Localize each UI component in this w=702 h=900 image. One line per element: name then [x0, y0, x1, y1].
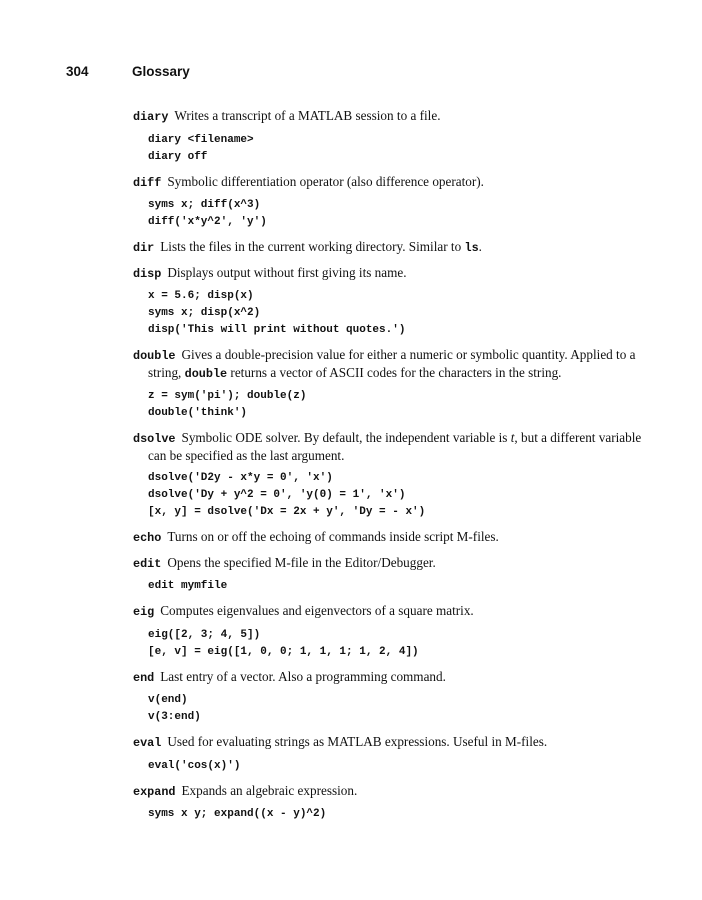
entry-term: end [133, 670, 155, 685]
code-line: v(3:end) [148, 711, 201, 723]
code-block [133, 470, 645, 521]
glossary-entry-expand [133, 783, 645, 824]
glossary-entry-dir [133, 239, 645, 257]
code-line: v(end) [148, 694, 188, 706]
entry-description: edit Opens the specified M-file in the Editor/Debugger. [133, 554, 436, 571]
entry-term: disp [133, 266, 162, 281]
entry-description: end Last entry of a vector. Also a programming command. [133, 668, 446, 685]
glossary-entry-diary [133, 108, 645, 166]
entry-term: diary [133, 110, 169, 124]
entry-description: echo Turns on or off the echoing of commands inside script M-files. [133, 529, 499, 545]
code-line: double('think') [148, 407, 248, 419]
entry-description: eig Computes eigenvalues and eigenvectors of a square matrix. [133, 603, 474, 619]
entry-description: diary Writes a transcript of a MATLAB session to a file. [133, 108, 441, 124]
entry-term: echo [133, 531, 162, 545]
entry-term: eval [133, 736, 162, 750]
code-line: syms x; disp(x^2) [148, 307, 261, 319]
code-line: diary off [148, 150, 208, 163]
entry-description: diff Symbolic differentiation operator (also difference operator). [133, 173, 484, 190]
code-line: eval('cos(x)') [148, 759, 241, 772]
entry-description: expand Expands an algebraic expression. [133, 782, 358, 799]
code-line: x = 5.6; disp(x) [148, 290, 254, 302]
glossary-entry-eig [133, 603, 645, 661]
code-block [133, 578, 645, 595]
entry-description: dir Lists the files in the current working directory. Similar to ls. [133, 239, 482, 255]
entry-term: double [133, 349, 176, 363]
code-block [133, 758, 645, 775]
glossary-entry-edit [133, 555, 645, 596]
code-block [133, 197, 645, 231]
glossary-entry-eval [133, 734, 645, 775]
code-line: dsolve('Dy + y^2 = 0', 'y(0) = 1', 'x') [148, 489, 406, 501]
entry-description: dsolve Symbolic ODE solver. By default, the independent variable is t, but a different variable can be specified as the last argument. [133, 430, 642, 463]
section-title: Glossary [132, 64, 190, 79]
code-line: diff('x*y^2', 'y') [148, 216, 267, 228]
code-line: edit mymfile [148, 580, 228, 592]
code-line: eig([2, 3; 4, 5]) [148, 628, 261, 641]
glossary-entry-dsolve [133, 430, 645, 521]
code-block [133, 692, 645, 726]
code-line: diary <filename> [148, 133, 254, 146]
glossary-entry-end [133, 669, 645, 727]
entry-term: diff [133, 175, 162, 190]
entry-term: expand [133, 784, 176, 799]
glossary-entry-double [133, 347, 645, 422]
entry-term: dir [133, 241, 155, 255]
code-line: syms x y; expand((x - y)^2) [148, 808, 327, 820]
code-block [133, 627, 645, 661]
code-line: syms x; diff(x^3) [148, 199, 261, 211]
entry-description: eval Used for evaluating strings as MATLAB expressions. Useful in M-files. [133, 734, 548, 750]
code-block [133, 806, 645, 823]
glossary-entry-echo [133, 529, 645, 547]
code-line: [x, y] = dsolve('Dx = 2x + y', 'Dy = - x') [148, 506, 426, 518]
code-line: [e, v] = eig([1, 0, 0; 1, 1, 1; 1, 2, 4]) [148, 645, 419, 658]
glossary-entry-disp [133, 265, 645, 340]
entry-description: disp Displays output without first giving its name. [133, 264, 407, 281]
entry-term: eig [133, 605, 155, 619]
code-block [133, 132, 645, 166]
code-line: disp('This will print without quotes.') [148, 324, 406, 336]
entry-term: edit [133, 556, 162, 571]
page-number: 304 [66, 64, 89, 79]
entry-term: dsolve [133, 432, 176, 446]
code-block [133, 388, 645, 422]
code-line: z = sym('pi'); double(z) [148, 390, 307, 402]
glossary-entries [133, 108, 645, 831]
glossary-entry-diff [133, 174, 645, 232]
entry-description: double Gives a double-precision value for either a numeric or symbolic quantity. Applied to a string, double returns a vector of ASCII codes for the characters in the string. [133, 347, 636, 381]
code-block [133, 288, 645, 339]
code-line: dsolve('D2y - x*y = 0', 'x') [148, 472, 333, 484]
